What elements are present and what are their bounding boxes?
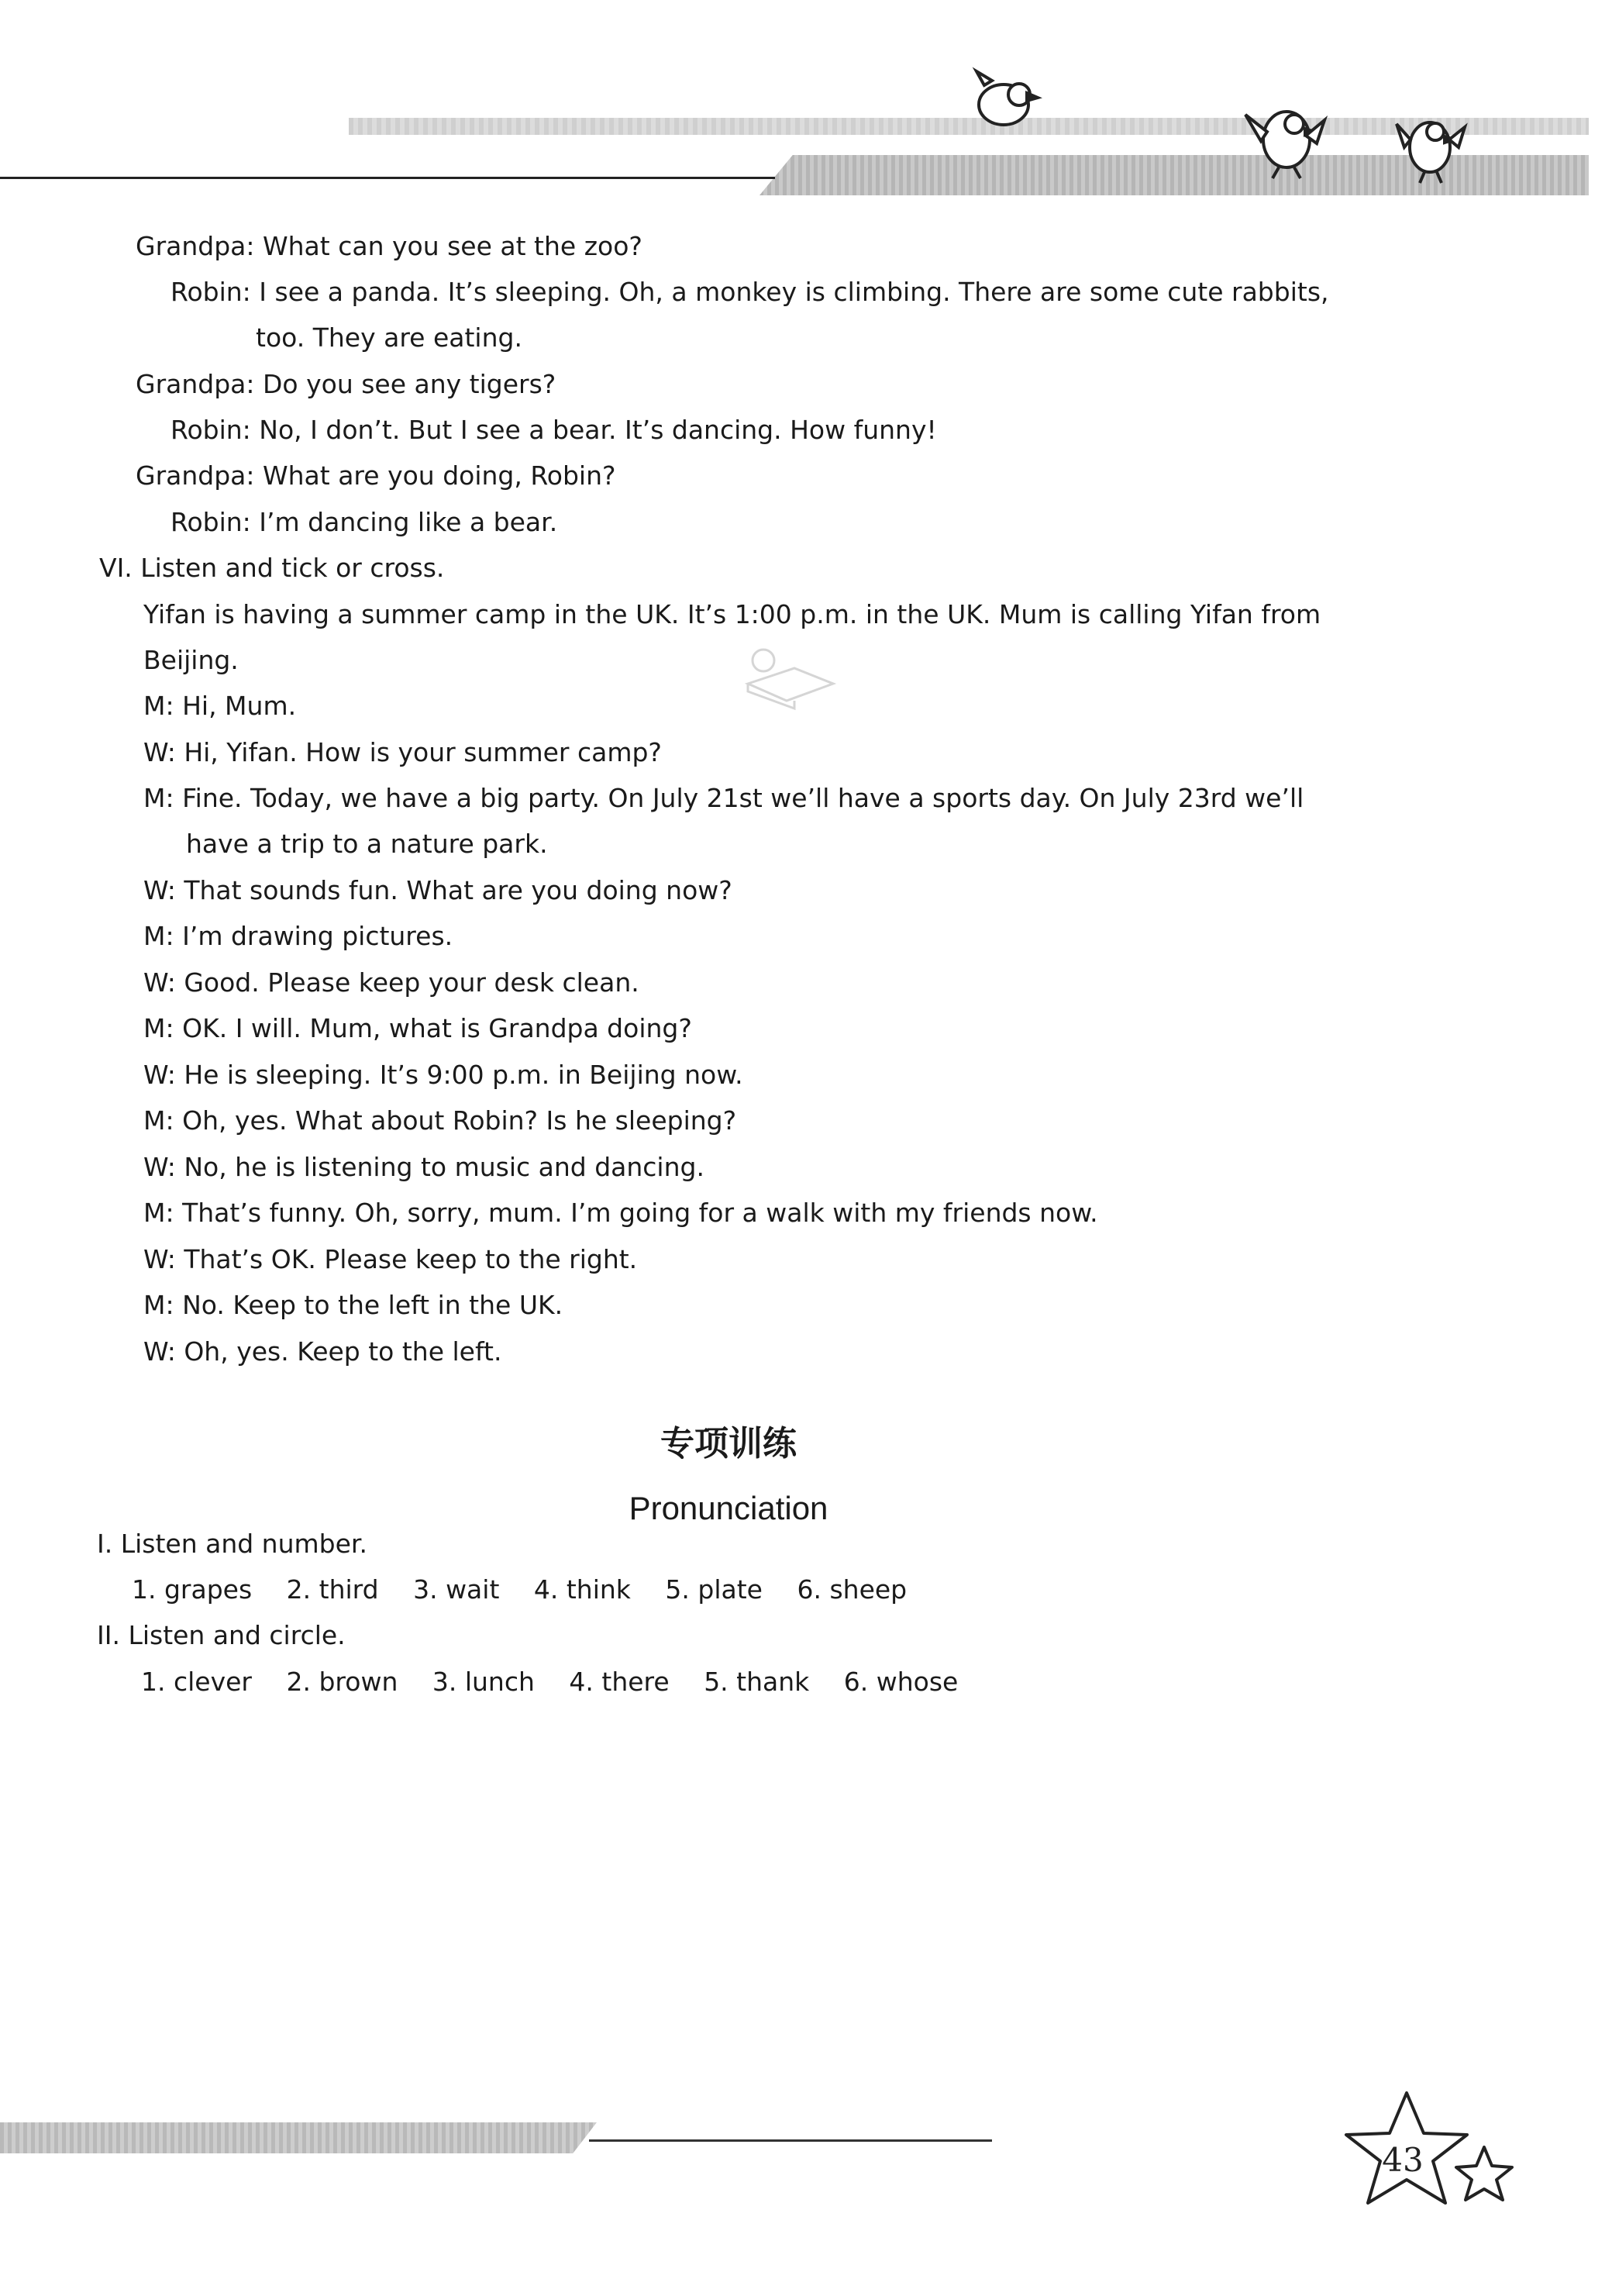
list-item: 6. whose <box>843 1667 959 1697</box>
speaker: W: <box>143 737 176 767</box>
intro-text: Yifan is having a summer camp in the UK. It’s 1:00 p.m. in the UK. Mum is calling Yifan from <box>143 599 1321 629</box>
dialogue-line <box>143 1198 1098 1229</box>
utterance: I’m dancing like a bear. <box>259 507 558 537</box>
intro-text-continued: Beijing. <box>143 645 239 675</box>
word-list <box>141 1667 984 1698</box>
section-title: 专项训练 <box>660 1424 797 1463</box>
utterance: Hi, Yifan. How is your summer camp? <box>184 737 662 767</box>
list-item: 1. clever <box>141 1667 252 1697</box>
dialogue-line <box>136 460 616 491</box>
list-item: 5. thank <box>704 1667 810 1697</box>
speaker: M: <box>143 1013 174 1043</box>
dialogue-line <box>143 783 1304 814</box>
utterance: Good. Please keep your desk clean. <box>184 967 639 998</box>
dialogue-line <box>143 691 296 722</box>
dialogue-line <box>143 1290 563 1321</box>
utterance: I see a panda. It’s sleeping. Oh, a monkey is climbing. There are some cute rabbits, <box>259 277 1329 307</box>
list-item: 2. third <box>286 1574 379 1605</box>
utterance: No, he is listening to music and dancing. <box>184 1152 704 1182</box>
utterance: have a trip to a nature park. <box>186 829 548 859</box>
exercise-heading: I. Listen and number. <box>97 1529 367 1559</box>
speaker: Robin: <box>170 507 251 537</box>
birds-decoration-icon <box>961 62 1504 202</box>
utterance: No, I don’t. But I see a bear. It’s dancing. How funny! <box>259 415 937 445</box>
list-item: 1. grapes <box>132 1574 253 1605</box>
speaker: W: <box>143 875 176 905</box>
speaker: M: <box>143 783 174 813</box>
utterance: He is sleeping. It’s 9:00 p.m. in Beijing now. <box>184 1060 743 1090</box>
dialogue-line <box>143 737 662 768</box>
dialogue-line <box>143 967 639 998</box>
footer-rule <box>589 2139 992 2142</box>
list-item: 2. brown <box>286 1667 398 1697</box>
utterance: Oh, yes. Keep to the left. <box>184 1336 502 1367</box>
utterance: That sounds fun. What are you doing now? <box>184 875 732 905</box>
dialogue-line <box>170 415 937 446</box>
utterance: That’s funny. Oh, sorry, mum. I’m going for a walk with my friends now. <box>182 1198 1098 1228</box>
list-item: 5. plate <box>665 1574 763 1605</box>
speaker: W: <box>143 1152 176 1182</box>
dialogue-line <box>136 369 556 400</box>
speaker: M: <box>143 1105 174 1136</box>
speaker: Robin: <box>170 415 251 445</box>
list-item: 3. lunch <box>432 1667 535 1697</box>
utterance: No. Keep to the left in the UK. <box>182 1290 563 1320</box>
dialogue-line <box>143 1244 637 1275</box>
exercise-heading: II. Listen and circle. <box>97 1620 346 1650</box>
utterance: OK. I will. Mum, what is Grandpa doing? <box>182 1013 692 1043</box>
dialogue-line-continued <box>186 829 548 860</box>
utterance: too. They are eating. <box>256 322 522 353</box>
dialogue-line-continued <box>256 322 522 353</box>
dialogue-line <box>143 1152 704 1183</box>
dialogue-line <box>136 231 642 262</box>
page-number: 43 <box>1382 2141 1424 2179</box>
utterance: What can you see at the zoo? <box>263 231 642 261</box>
speaker: M: <box>143 1290 174 1320</box>
section-subtitle: Pronunciation <box>629 1490 828 1526</box>
speaker: M: <box>143 921 174 951</box>
dialogue-line <box>170 507 557 538</box>
list-item: 3. wait <box>413 1574 500 1605</box>
list-item: 4. there <box>569 1667 670 1697</box>
speaker: W: <box>143 1336 176 1367</box>
speaker: Grandpa: <box>136 231 255 261</box>
utterance: What are you doing, Robin? <box>263 460 616 491</box>
speaker: Robin: <box>170 277 251 307</box>
utterance: Do you see any tigers? <box>263 369 556 399</box>
utterance: Fine. Today, we have a big party. On July 21st we’ll have a sports day. On July 23rd we’ll <box>182 783 1304 813</box>
speaker: W: <box>143 967 176 998</box>
speaker: W: <box>143 1244 176 1274</box>
word-list <box>132 1574 933 1605</box>
utterance: Oh, yes. What about Robin? Is he sleeping? <box>182 1105 737 1136</box>
watermark-stamp-icon <box>717 637 856 715</box>
section-heading: VI. Listen and tick or cross. <box>99 553 445 583</box>
list-item: 4. think <box>533 1574 631 1605</box>
footer-band <box>0 2122 597 2153</box>
dialogue-line <box>143 1013 692 1044</box>
utterance: I’m drawing pictures. <box>182 921 453 951</box>
dialogue-line <box>170 277 1329 308</box>
dialogue-line <box>143 1336 501 1367</box>
speaker: Grandpa: <box>136 460 255 491</box>
speaker: Grandpa: <box>136 369 255 399</box>
list-item: 6. sheep <box>797 1574 908 1605</box>
header-rule <box>0 177 775 179</box>
dialogue-line <box>143 875 732 906</box>
speaker: W: <box>143 1060 176 1090</box>
dialogue-line <box>143 1060 743 1091</box>
speaker: M: <box>143 1198 174 1228</box>
utterance: Hi, Mum. <box>182 691 297 721</box>
dialogue-line <box>143 921 453 952</box>
utterance: That’s OK. Please keep to the right. <box>184 1244 638 1274</box>
dialogue-line <box>143 1105 736 1136</box>
speaker: M: <box>143 691 174 721</box>
